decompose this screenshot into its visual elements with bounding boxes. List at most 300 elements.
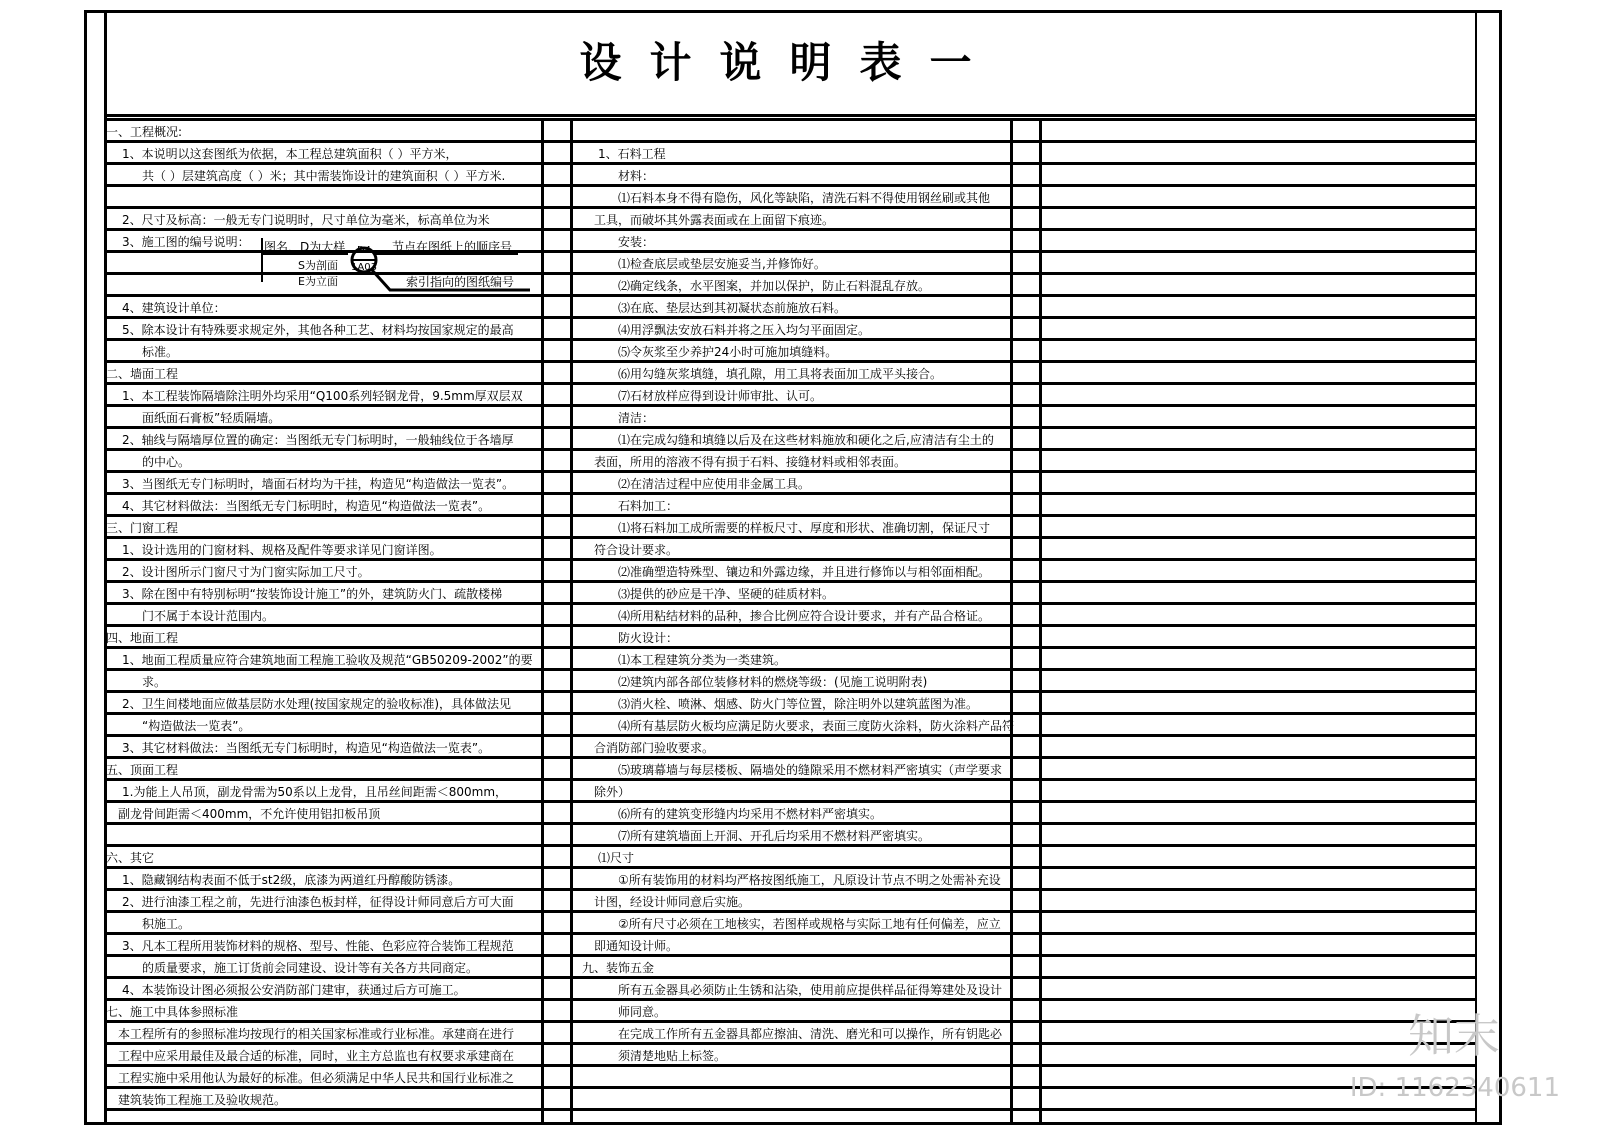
left-line: 的质量要求，施工订货前会同建设、设计等有关各方共同商定。	[142, 961, 479, 975]
right-line: ⑺所有建筑墙面上开洞、开孔后均采用不燃材料严密填实。	[618, 829, 931, 843]
left-line: 建筑装饰工程施工及验收规范。	[118, 1093, 287, 1107]
right-line: 表面，所用的溶液不得有损于石料、接缝材料或相邻表面。	[594, 455, 907, 469]
row-line	[541, 448, 573, 451]
row-line	[541, 1064, 573, 1067]
row-line	[104, 1086, 542, 1089]
row-line	[541, 866, 573, 869]
row-line	[570, 272, 1011, 275]
row-line	[104, 140, 542, 143]
row-line	[104, 206, 542, 209]
row-line	[1039, 250, 1475, 253]
row-line	[1039, 954, 1475, 957]
row-line	[570, 822, 1011, 825]
row-line	[570, 1108, 1011, 1111]
row-line	[570, 492, 1011, 495]
row-line	[1039, 426, 1475, 429]
row-line	[1010, 470, 1042, 473]
row-line	[541, 1020, 573, 1023]
row-line	[541, 800, 573, 803]
row-line	[104, 646, 542, 649]
row-line	[104, 1108, 542, 1111]
left-line: 一、工程概况:	[106, 125, 183, 139]
row-line	[541, 338, 573, 341]
row-line	[570, 1064, 1011, 1067]
row-line	[1010, 404, 1042, 407]
left-line: 1、隐藏钢结构表面不低于st2级，底漆为两道红丹醇酸防锈漆。	[122, 873, 461, 887]
row-line	[1010, 1108, 1042, 1111]
row-line	[1010, 228, 1042, 231]
row-line	[570, 756, 1011, 759]
row-line	[1039, 228, 1475, 231]
row-line	[541, 294, 573, 297]
left-line: 3、凡本工程所用装饰材料的规格、型号、性能、色彩应符合装饰工程规范	[122, 939, 514, 953]
notation-s-label: S为剖面	[298, 259, 338, 272]
row-line	[541, 360, 573, 363]
row-line	[104, 448, 542, 451]
left-line: 门不属于本设计范围内。	[142, 609, 275, 623]
row-line	[570, 514, 1011, 517]
row-line	[541, 316, 573, 319]
left-line: 求。	[142, 675, 167, 689]
notation-name-label: 图名，D为大样	[264, 240, 346, 254]
row-line	[570, 338, 1011, 341]
right-line: ⑺石材放样应得到设计师审批、认可。	[618, 389, 823, 403]
row-line	[104, 514, 542, 517]
left-line: 面纸面石膏板”轻质隔墙。	[142, 411, 281, 425]
row-line	[104, 536, 542, 539]
left-line: 1、地面工程质量应符合建筑地面工程施工验收及规范“GB50209-2002”的要	[122, 653, 533, 667]
left-line: 4、其它材料做法：当图纸无专门标明时，构造见“构造做法一览表”。	[122, 499, 491, 513]
row-line	[1010, 1042, 1042, 1045]
right-line: ⑸令灰浆至少养护24小时可施加填缝料。	[618, 345, 838, 359]
right-line: 防火设计：	[618, 631, 679, 645]
row-line	[104, 976, 542, 979]
row-line	[570, 448, 1011, 451]
row-line	[1039, 338, 1475, 341]
left-line: 三、门窗工程	[106, 521, 179, 535]
row-line	[570, 580, 1011, 583]
row-line	[104, 492, 542, 495]
right-line: ⑶提供的砂应是干净、坚硬的硅质材料。	[618, 587, 835, 601]
right-line: ⑵准确塑造特殊型、镶边和外露边缘，并且进行修饰以与相邻面相配。	[618, 565, 991, 579]
right-line: ⑷所用粘结材料的品种，掺合比例应符合设计要求，并有产品合格证。	[618, 609, 991, 623]
row-line	[1010, 778, 1042, 781]
row-line	[1010, 646, 1042, 649]
row-line	[1010, 580, 1042, 583]
left-line: 4、本装饰设计图必须报公安消防部门建审，获通过后方可施工。	[122, 983, 466, 997]
row-line	[1039, 140, 1475, 143]
row-line	[570, 294, 1011, 297]
row-line	[541, 910, 573, 913]
left-line: 共（ ）层建筑高度（ ）米；其中需装饰设计的建筑面积（ ）平方米.	[142, 169, 506, 183]
right-line: ⑷所有基层防火板均应满足防火要求，表面三度防火涂料，防火涂料产品符	[618, 719, 1015, 733]
row-line	[541, 624, 573, 627]
left-line: 本工程所有的参照标准均按现行的相关国家标准或行业标准。承建商在进行	[118, 1027, 515, 1041]
row-line	[541, 690, 573, 693]
left-line: 工程实施中采用他认为最好的标准。但必须满足中华人民共和国行业标准之	[118, 1071, 515, 1085]
row-line	[1039, 448, 1475, 451]
right-line: 九、装饰五金	[582, 961, 655, 975]
right-line: ⑴尺寸	[598, 851, 635, 865]
row-line	[570, 470, 1011, 473]
row-line	[541, 1108, 573, 1111]
index-circle-bottom: 1A03	[351, 262, 377, 273]
row-line	[570, 976, 1011, 979]
row-line	[104, 712, 542, 715]
row-line	[1039, 734, 1475, 737]
row-line	[1039, 118, 1475, 121]
right-line: 符合设计要求。	[594, 543, 679, 557]
left-line: 的中心。	[142, 455, 191, 469]
row-line	[1039, 932, 1475, 935]
row-line	[1039, 690, 1475, 693]
row-line	[570, 360, 1011, 363]
row-line	[1039, 1108, 1475, 1111]
row-line	[541, 162, 573, 165]
row-line	[104, 1064, 542, 1067]
row-line	[541, 536, 573, 539]
left-line: 2、尺寸及标高：一般无专门说明时，尺寸单位为毫米，标高单位为米	[122, 213, 490, 227]
row-line	[1039, 800, 1475, 803]
column-divider	[1039, 118, 1042, 1125]
row-line	[1010, 756, 1042, 759]
row-line	[1010, 734, 1042, 737]
row-line	[104, 932, 542, 935]
row-line	[570, 668, 1011, 671]
row-line	[104, 602, 542, 605]
left-line: 标准。	[142, 345, 179, 359]
left-line: 3、当图纸无专门标明时，墙面石材均为干挂，构造见“构造做法一览表”。	[122, 477, 515, 491]
row-line	[104, 866, 542, 869]
notation-e-label: E为立面	[298, 275, 338, 288]
row-line	[104, 184, 542, 187]
row-line	[1039, 910, 1475, 913]
row-line	[1039, 404, 1475, 407]
row-line	[541, 712, 573, 715]
row-line	[570, 602, 1011, 605]
row-line	[104, 382, 542, 385]
column-divider	[541, 118, 544, 1125]
row-line	[570, 184, 1011, 187]
row-line	[541, 250, 573, 253]
right-line: ⑵在清洁过程中应使用非金属工具。	[618, 477, 811, 491]
row-line	[104, 756, 542, 759]
row-line	[104, 404, 542, 407]
right-line: 材料：	[618, 169, 655, 183]
row-line	[1010, 558, 1042, 561]
left-line: 2、进行油漆工程之前，先进行油漆色板封样，征得设计师同意后方可大面	[122, 895, 514, 909]
row-line	[1039, 536, 1475, 539]
right-line: 石料加工：	[618, 499, 679, 513]
row-line	[1010, 1020, 1042, 1023]
left-line: 工程中应采用最佳及最合适的标准，同时，业主方总监也有权要求承建商在	[118, 1049, 515, 1063]
row-line	[1010, 1064, 1042, 1067]
row-line	[104, 734, 542, 737]
row-line	[104, 162, 542, 165]
left-line: 3、除在图中有特别标明“按装饰设计施工”的外，建筑防火门、疏散楼梯	[122, 587, 503, 601]
row-line	[570, 404, 1011, 407]
row-line	[104, 778, 542, 781]
right-line: ⑶消火栓、喷淋、烟感、防火门等位置，除注明外以建筑蓝图为准。	[618, 697, 979, 711]
row-line	[1039, 514, 1475, 517]
row-line	[570, 624, 1011, 627]
right-line: 工具，而破坏其外露表面或在上面留下痕迹。	[594, 213, 835, 227]
left-line: 3、其它材料做法：当图纸无专门标明时，构造见“构造做法一览表”。	[122, 741, 491, 755]
row-line	[570, 228, 1011, 231]
right-line: 师同意。	[618, 1005, 667, 1019]
row-line	[104, 954, 542, 957]
row-line	[1039, 866, 1475, 869]
left-line: 4、建筑设计单位：	[122, 301, 226, 315]
row-line	[104, 118, 542, 121]
row-line	[1010, 844, 1042, 847]
row-line	[570, 162, 1011, 165]
right-line: ⑸玻璃幕墙与每层楼板、隔墙处的缝隙采用不燃材料严密填实（声学要求	[618, 763, 1003, 777]
row-line	[541, 976, 573, 979]
right-line: ①所有装饰用的材料均严格按图纸施工，凡原设计节点不明之处需补充设	[618, 873, 1001, 887]
row-line	[1039, 844, 1475, 847]
row-line	[1010, 536, 1042, 539]
row-line	[104, 822, 542, 825]
right-line: ⑴石料本身不得有隐伤，风化等缺陷，清洗石料不得使用钢丝刷或其他	[618, 191, 991, 205]
row-line	[570, 206, 1011, 209]
row-line	[541, 272, 573, 275]
row-line	[1010, 668, 1042, 671]
notation-ref-label: 索引指向的图纸编号	[406, 275, 515, 289]
row-line	[541, 954, 573, 957]
row-line	[1010, 448, 1042, 451]
row-line	[570, 998, 1011, 1001]
row-line	[104, 360, 542, 363]
row-line	[1039, 184, 1475, 187]
row-line	[570, 932, 1011, 935]
right-line: ⑴将石料加工成所需要的样板尺寸、厚度和形状、准确切割，保证尺寸	[618, 521, 991, 535]
row-line	[1010, 976, 1042, 979]
right-line: 计图，经设计师同意后实施。	[594, 895, 751, 909]
row-line	[570, 778, 1011, 781]
right-line: ⑴在完成勾缝和填缝以后及在这些材料施放和硬化之后,应清洁有尘土的	[618, 433, 994, 447]
row-line	[570, 646, 1011, 649]
index-circle-top: D4	[356, 245, 372, 256]
row-line	[570, 1042, 1011, 1045]
row-line	[1010, 712, 1042, 715]
row-line	[570, 800, 1011, 803]
row-line	[570, 844, 1011, 847]
row-line	[541, 514, 573, 517]
row-line	[570, 536, 1011, 539]
row-line	[541, 558, 573, 561]
right-line: ⑵建筑内部各部位装修材料的燃烧等级：(见施工说明附表)	[618, 675, 928, 689]
left-line: 1.为能上人吊顶，副龙骨需为50系以上龙骨，且吊丝间距需＜800mm，	[122, 785, 508, 799]
row-line	[570, 888, 1011, 891]
row-line	[1010, 514, 1042, 517]
row-line	[1039, 668, 1475, 671]
row-line	[1039, 624, 1475, 627]
right-line: 合消防部门验收要求。	[594, 741, 715, 755]
row-line	[1039, 976, 1475, 979]
row-line	[104, 624, 542, 627]
left-line: 六、其它	[106, 851, 155, 865]
row-line	[570, 734, 1011, 737]
row-line	[1039, 558, 1475, 561]
left-line: 副龙骨间距需＜400mm，不允许使用铝扣板吊顶	[118, 807, 381, 821]
row-line	[541, 998, 573, 1001]
row-line	[541, 778, 573, 781]
row-line	[1039, 712, 1475, 715]
row-line	[104, 1042, 542, 1045]
row-line	[1039, 316, 1475, 319]
right-line: ⑹用勾缝灰浆填缝，填孔隙，用工具将表面加工成平头接合。	[618, 367, 943, 381]
row-line	[570, 1020, 1011, 1023]
watermark-id: ID: 1162340611	[1349, 1073, 1560, 1103]
row-line	[1010, 800, 1042, 803]
row-line	[570, 118, 1011, 121]
left-line: 四、地面工程	[106, 631, 179, 645]
row-line	[541, 184, 573, 187]
row-line	[1010, 294, 1042, 297]
row-line	[541, 470, 573, 473]
row-line	[1010, 184, 1042, 187]
row-line	[1010, 602, 1042, 605]
left-line: 1、本工程装饰隔墙除注明外均采用“Q100系列轻钢龙骨，9.5mm厚双层双	[122, 389, 523, 403]
row-line	[570, 426, 1011, 429]
binding-margin-line	[104, 10, 107, 1125]
row-line	[541, 206, 573, 209]
row-line	[1010, 360, 1042, 363]
row-line	[104, 316, 542, 319]
right-line: 在完成工作所有五金器具都应擦油、清洗、磨光和可以操作，所有钥匙必	[618, 1027, 1003, 1041]
left-line: 5、除本设计有特殊要求规定外，其他各种工艺、材料均按国家规定的最高	[122, 323, 514, 337]
row-line	[541, 932, 573, 935]
row-line	[1010, 118, 1042, 121]
sheet-title: 设计说明表一	[579, 38, 1000, 87]
row-line	[1039, 470, 1475, 473]
right-line: 安装：	[618, 235, 655, 249]
row-line	[541, 668, 573, 671]
row-line	[570, 316, 1011, 319]
row-line	[1010, 272, 1042, 275]
right-line: 清洁：	[618, 411, 655, 425]
column-divider	[570, 118, 573, 1125]
row-line	[570, 382, 1011, 385]
row-line	[1039, 888, 1475, 891]
row-line	[104, 228, 542, 231]
row-line	[104, 998, 542, 1001]
right-line: ⑵确定线条，水平图案，并加以保护，防止石料混乱存放。	[618, 279, 931, 293]
row-line	[1010, 316, 1042, 319]
row-line	[541, 888, 573, 891]
left-line: 二、墙面工程	[106, 367, 179, 381]
row-line	[541, 580, 573, 583]
row-line	[1010, 624, 1042, 627]
row-line	[1010, 162, 1042, 165]
row-line	[104, 844, 542, 847]
row-line	[1010, 250, 1042, 253]
row-line	[104, 888, 542, 891]
right-line: 即通知设计师。	[594, 939, 679, 953]
row-line	[1010, 954, 1042, 957]
right-line: ⑹所有的建筑变形缝内均采用不燃材料严密填实。	[618, 807, 883, 821]
row-line	[1039, 206, 1475, 209]
row-line	[1039, 162, 1475, 165]
row-line	[570, 910, 1011, 913]
row-line	[570, 558, 1011, 561]
left-line: 1、本说明以这套图纸为依据，本工程总建筑面积（ ）平方米，	[122, 147, 458, 161]
row-line	[104, 580, 542, 583]
row-line	[1010, 382, 1042, 385]
row-line	[570, 250, 1011, 253]
left-line: 五、顶面工程	[106, 763, 179, 777]
row-line	[1039, 778, 1475, 781]
title-separator	[104, 114, 1475, 117]
right-line: 1、石料工程	[598, 147, 666, 161]
column-divider	[1010, 118, 1013, 1125]
row-line	[104, 668, 542, 671]
row-line	[570, 1086, 1011, 1089]
row-line	[104, 910, 542, 913]
row-line	[1039, 646, 1475, 649]
row-line	[541, 756, 573, 759]
row-line	[1010, 1086, 1042, 1089]
row-line	[1039, 822, 1475, 825]
right-line: ⑷用浮飘法安放石料并将之压入均匀平面固定。	[618, 323, 871, 337]
row-line	[541, 426, 573, 429]
row-line	[1010, 910, 1042, 913]
row-line	[104, 470, 542, 473]
row-line	[541, 1042, 573, 1045]
right-line: ⑶在底、垫层达到其初凝状态前施放石料。	[618, 301, 847, 315]
row-line	[1039, 360, 1475, 363]
row-line	[541, 844, 573, 847]
left-line: 积施工。	[142, 917, 191, 931]
row-line	[1010, 866, 1042, 869]
row-line	[1010, 888, 1042, 891]
row-line	[570, 690, 1011, 693]
row-line	[1039, 580, 1475, 583]
row-line	[541, 118, 573, 121]
right-line: 除外）	[594, 785, 631, 799]
row-line	[104, 426, 542, 429]
row-line	[1010, 998, 1042, 1001]
right-line: ⑴本工程建筑分类为一类建筑。	[618, 653, 787, 667]
row-line	[1039, 756, 1475, 759]
row-line	[104, 800, 542, 803]
row-line	[1010, 206, 1042, 209]
left-line: 2、轴线与隔墙厚位置的确定：当图纸无专门标明时，一般轴线位于各墙厚	[122, 433, 514, 447]
notation-node-label: 节点在图纸上的顺序号	[392, 240, 513, 254]
numbering-notation	[240, 238, 540, 300]
row-line	[1010, 822, 1042, 825]
watermark-logo: 知末	[1408, 1009, 1500, 1063]
left-line: 2、卫生间楼地面应做基层防水处理(按国家规定的验收标准)，具体做法见	[122, 697, 512, 711]
row-line	[541, 1086, 573, 1089]
row-line	[104, 690, 542, 693]
row-line	[1010, 338, 1042, 341]
row-line	[541, 602, 573, 605]
right-line: ⑴检查底层或垫层安施妥当,并修饰好。	[618, 257, 826, 271]
row-line	[104, 558, 542, 561]
left-line: 3、施工图的编号说明：	[122, 235, 250, 249]
left-line: 2、设计图所示门窗尺寸为门窗实际加工尺寸。	[122, 565, 370, 579]
row-line	[541, 228, 573, 231]
row-line	[1010, 492, 1042, 495]
row-line	[1039, 294, 1475, 297]
row-line	[1039, 492, 1475, 495]
row-line	[570, 712, 1011, 715]
left-line: 1、设计选用的门窗材料、规格及配件等要求详见门窗详图。	[122, 543, 442, 557]
row-line	[1010, 690, 1042, 693]
row-line	[1039, 382, 1475, 385]
